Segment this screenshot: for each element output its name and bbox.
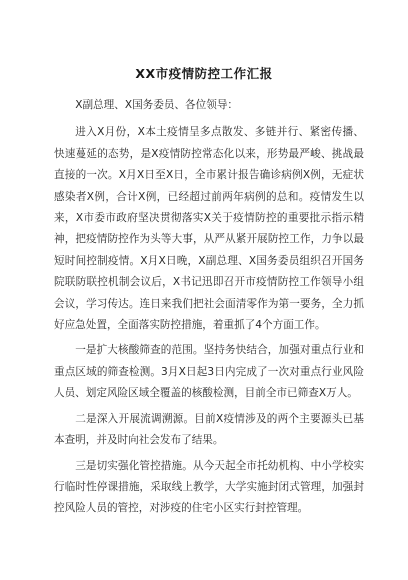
paragraph-measure-1: 一是扩大核酸筛查的范围。坚持务快结合，加强对重点行业和重点区域的筛查检测。3月X日起3日内完成了一次对重点行业风险人员、划定风险区域全覆盖的核酸检测，目前全市已筛查X万人。 <box>54 344 364 400</box>
salutation: X副总理、X国务委员、各位领导： <box>75 99 239 111</box>
document-title: XX市疫情防控工作汇报 <box>135 66 273 81</box>
document-body <box>54 95 364 524</box>
paragraph-overview: 进入X月份，X本土疫情呈多点散发、多链并行、紧密传播、快速蔓延的态势，是X疫情防控常态化以来，形势最严峻、挑战最直接的一次。X月X日至X日，全市累计报告确诊病例X例，无症状感染者X例，合计X例，已经超过前两年病例的总和。疫情发生以来，X市委市政府坚决贯彻落实X关于疫情防控的重要批示指示精神，把疫情防控作为头等大事，从严从紧开展防控工作，力争以最短时间控制疫情。X月X日晚，X副总理、X国务委员组织召开国务院联防联控机制会议后，X书记迅即召开市疫情防控工作领导小组会议，学习传达。连日来我们把社会面清零作为第一要务，全力抓好应急处置，全面落实防控措施，着重抓了4个方面工作。 <box>54 126 364 332</box>
paragraph-measure-3: 三是切实强化管控措施。从今天起全市托幼机构、中小学校实行临时性停课措施，采取线上教学，大学实施封闭式管理，加强封控风险人员的管控，对涉疫的住宅小区实行封控管理。 <box>54 459 364 515</box>
paragraph-measure-2: 二是深入开展流调溯源。目前X疫情涉及的两个主要源头已基本查明，并及时向社会发布了结果。 <box>54 412 364 447</box>
